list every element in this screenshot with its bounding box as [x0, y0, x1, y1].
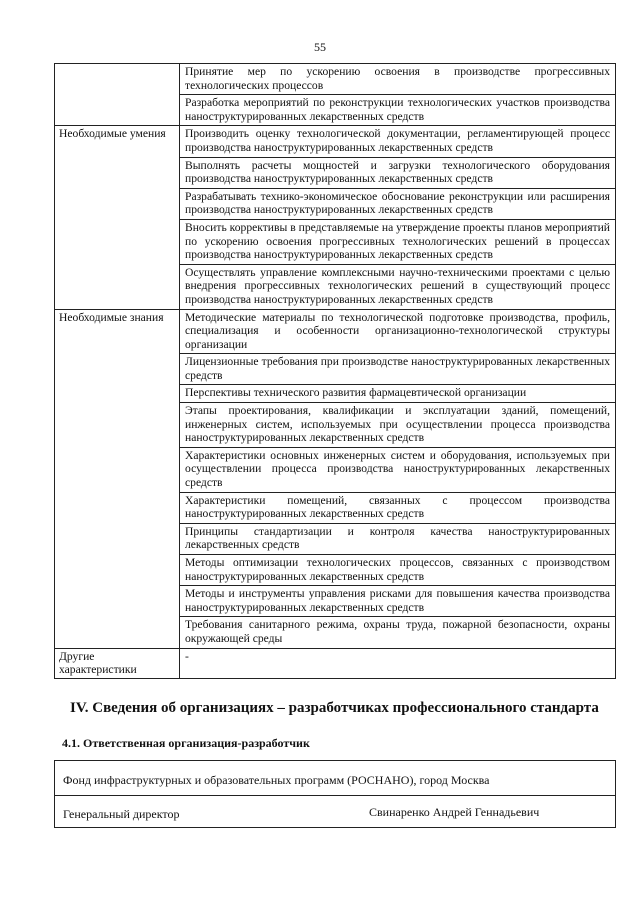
skill-item: Осуществлять управление комплексными научно-техническими проектами с целью внедрения прогрессивных технологических решений в существующий процесс производства наноструктурированных лекарственных средств — [180, 264, 616, 309]
knowledge-item: Принципы стандартизации и контроля качества наноструктурированных лекарственных средств — [180, 523, 616, 554]
director-name: Свинаренко Андрей Геннадьевич — [369, 805, 540, 819]
other-characteristics-value: - — [180, 648, 616, 678]
table-cell: Принятие мер по ускорению освоения в производстве прогрессивных технологических процессов — [180, 64, 616, 95]
table-row — [55, 126, 616, 157]
table-row — [55, 64, 616, 95]
knowledge-item: Перспективы технического развития фармацевтической организации — [180, 385, 616, 403]
knowledge-item: Методы оптимизации технологических процессов, связанных с производством наноструктурированных лекарственных средств — [180, 555, 616, 586]
skill-item: Производить оценку технологической документации, регламентирующей процесс производства наноструктурированных лекарственных средств — [180, 126, 616, 157]
table-cell: Разработка мероприятий по реконструкции технологических участков производства наноструктурированных лекарственных средств — [180, 95, 616, 126]
director-position: Генеральный директор — [63, 807, 180, 821]
other-characteristics-label: Другие характеристики — [55, 648, 180, 678]
organization-name: Фонд инфраструктурных и образовательных программ (РОСНАНО), город Москва — [63, 773, 490, 787]
table-row — [55, 309, 616, 354]
page-number: 55 — [314, 40, 326, 54]
knowledge-item: Методические материалы по технологической подготовке производства, профиль, специализация и особенности организационно-технологической структуры организации — [180, 309, 616, 354]
skills-label: Необходимые умения — [55, 126, 180, 309]
knowledge-item: Требования санитарного режима, охраны труда, пожарной безопасности, охраны окружающей среды — [180, 617, 616, 648]
table-row — [55, 648, 616, 678]
knowledge-item: Методы и инструменты управления рисками для повышения качества производства наноструктурированных лекарственных средств — [180, 586, 616, 617]
knowledge-item: Лицензионные требования при производстве наноструктурированных лекарственных средств — [180, 354, 616, 385]
skill-item: Вносить коррективы в представляемые на утверждение проекты планов мероприятий по ускорению освоения прогрессивных технологических решений в процессах производства наноструктурированных лекарственных средств — [180, 219, 616, 264]
knowledge-label: Необходимые знания — [55, 309, 180, 648]
developer-organization-box — [54, 760, 616, 828]
knowledge-item: Этапы проектирования, квалификации и эксплуатации зданий, помещений, инженерных систем, используемых при осуществлении процесса производства наноструктурированных лекарственных средств — [180, 403, 616, 448]
divider — [55, 795, 615, 796]
competency-table — [54, 63, 616, 679]
section-heading: IV. Сведения об организациях – разработчиках профессионального стандарта — [70, 700, 599, 716]
skill-item: Выполнять расчеты мощностей и загрузки технологического оборудования производства наноструктурированных лекарственных средств — [180, 157, 616, 188]
knowledge-item: Характеристики основных инженерных систем и оборудования, используемых при осуществлении процесса производства наноструктурированных лекарственных средств — [180, 447, 616, 492]
knowledge-item: Характеристики помещений, связанных с процессом производства наноструктурированных лекарственных средств — [180, 492, 616, 523]
skill-item: Разрабатывать технико-экономическое обоснование реконструкции или расширения производства наноструктурированных лекарственных средств — [180, 188, 616, 219]
subsection-heading: 4.1. Ответственная организация-разработчик — [62, 736, 310, 750]
table-label-cell-empty — [55, 64, 180, 126]
